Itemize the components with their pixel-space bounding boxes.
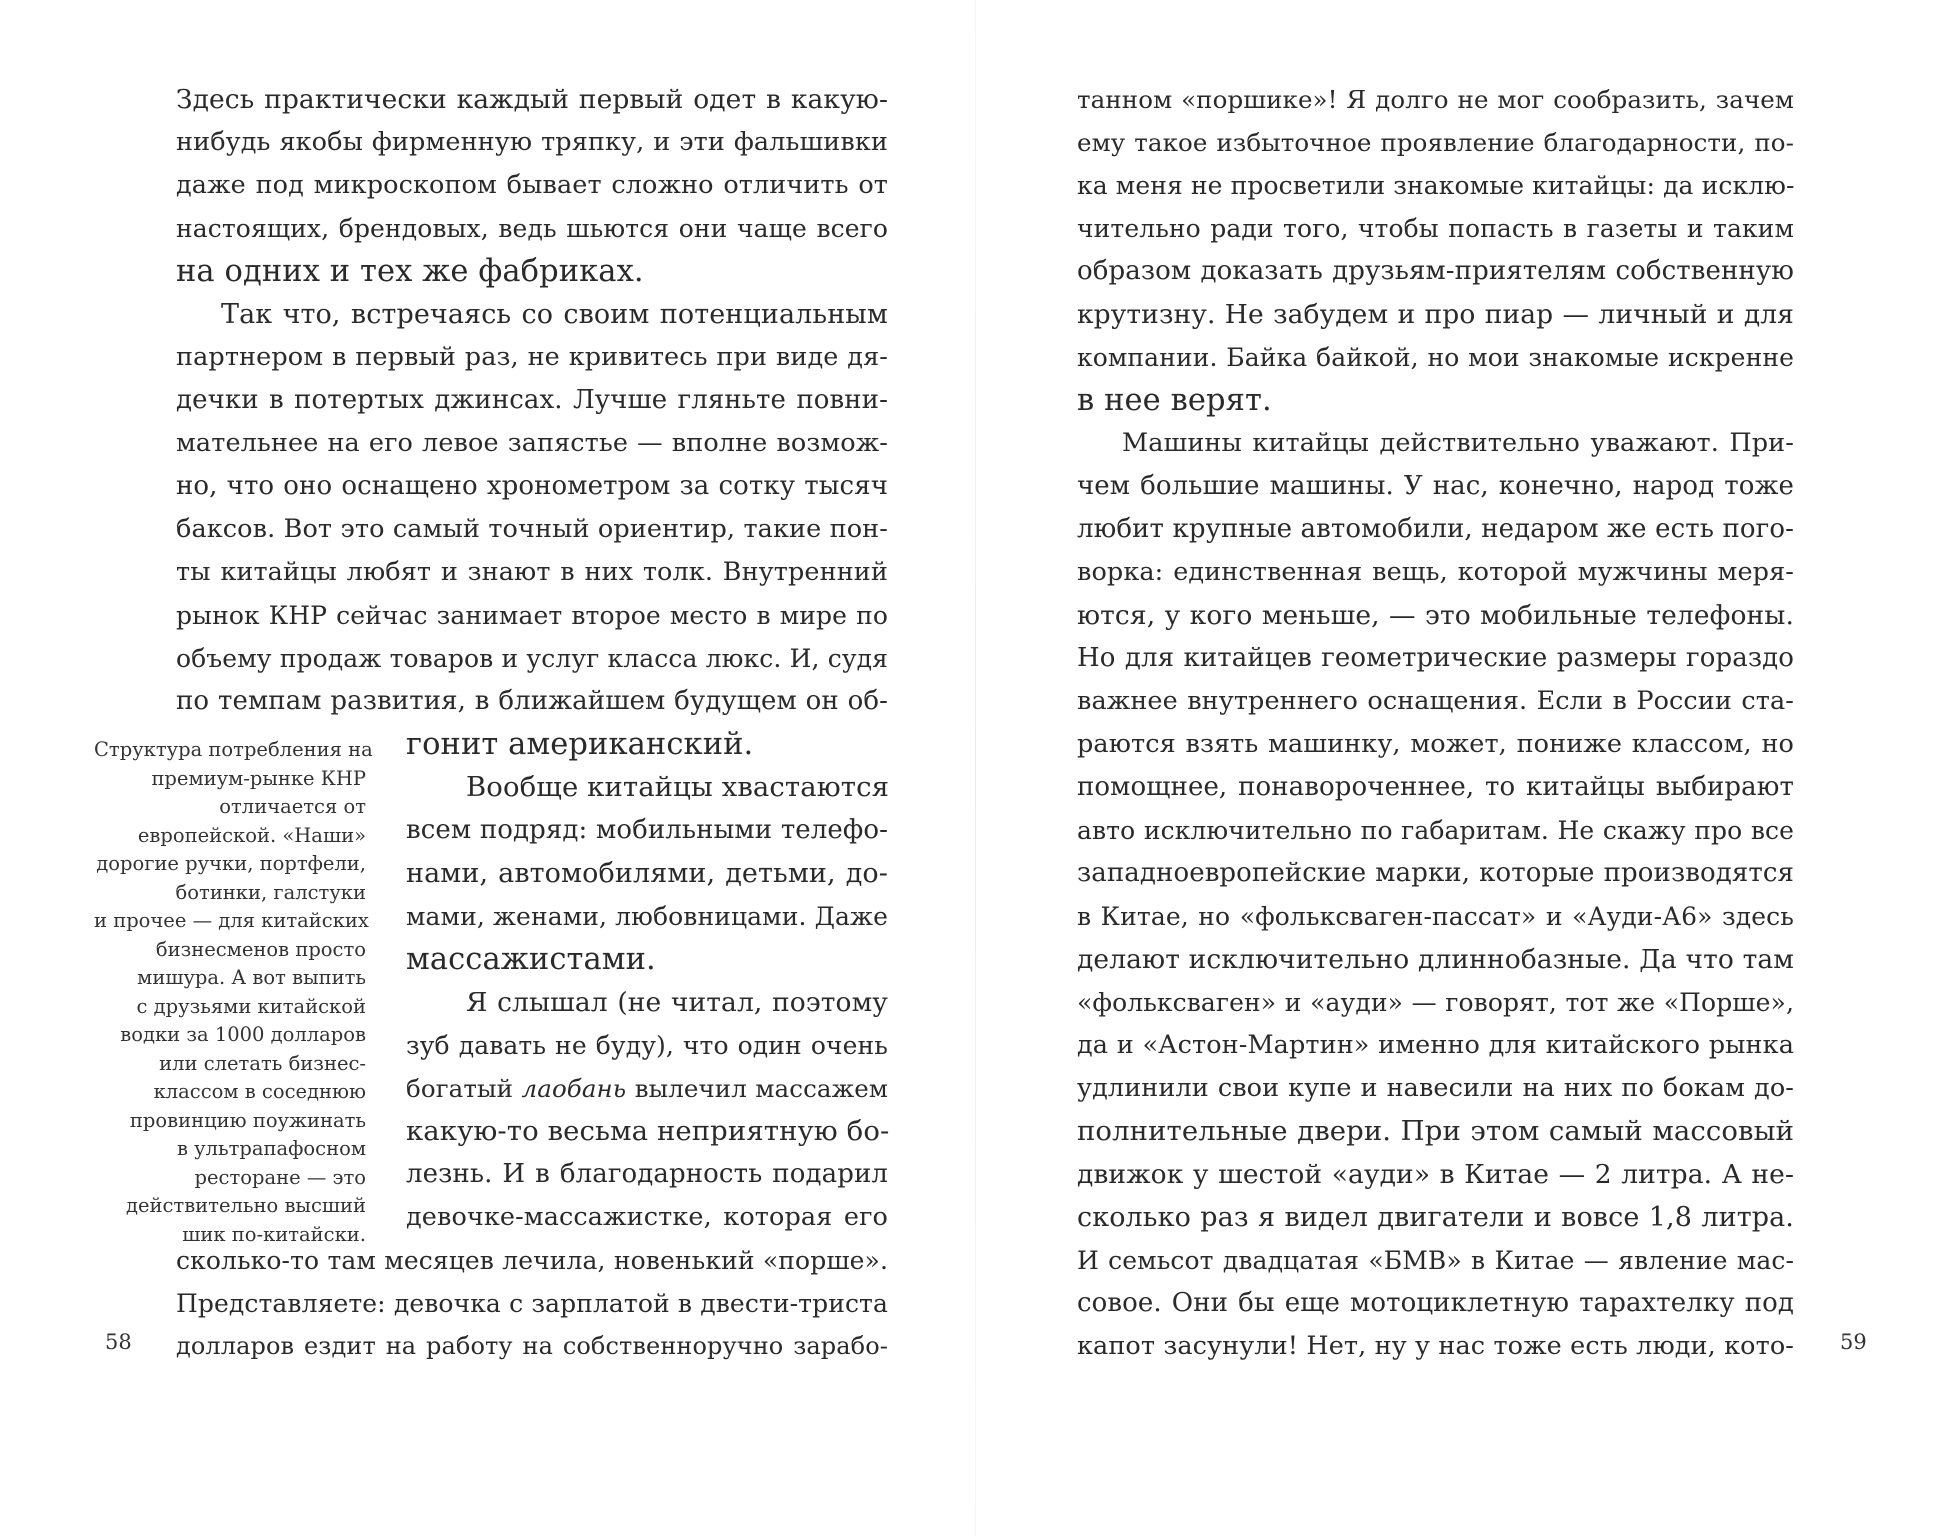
text-line: в Китае, но «фольксваген-пассат» и «Ауди-А6» здесь	[1077, 902, 1794, 931]
text-line: Представляете: девочка с зарплатой в двести-триста	[176, 1289, 888, 1318]
text-line: на одних и тех же фабриках.	[176, 254, 644, 289]
text-line: образом доказать друзьям-приятелям собственную	[1077, 256, 1794, 286]
text-line: сколько раз я видел двигатели и вовсе 1,8 литра.	[1077, 1202, 1794, 1233]
text-line: движок у шестой «ауди» в Китае — 2 литра. А не-	[1077, 1159, 1794, 1190]
text-line: мательнее на его левое запястье — вполне возмож-	[176, 428, 888, 458]
text-line: баксов. Вот это самый точный ориентир, такие пон-	[176, 514, 888, 544]
text-line: настоящих, брендовых, ведь шьются они чаще всего	[176, 214, 888, 243]
note-line: и прочее — для китайских	[94, 909, 369, 932]
note-line: шик по-китайски.	[182, 1222, 366, 1246]
text-line: И семьсот двадцатая «БМВ» в Китае — явление мас-	[1077, 1246, 1794, 1275]
text-run: вылечил массажем	[626, 1074, 888, 1103]
note-line: ботинки, галстуки	[175, 880, 366, 904]
text-line: компании. Байка байкой, но мои знакомые искренне	[1077, 343, 1794, 372]
text-line: партнером в первый раз, не кривитесь при виде дя-	[176, 342, 888, 372]
text-line: Так что, встречаясь со своим потенциальным	[221, 299, 888, 330]
note-line: дорогие ручки, портфели,	[96, 852, 366, 875]
page-number: 59	[1840, 1330, 1867, 1354]
text-line: чительно ради того, чтобы попасть в газеты и таким	[1077, 214, 1794, 243]
text-line: Здесь практически каждый первый одет в какую-	[176, 84, 888, 115]
note-line: Структура потребления на	[94, 738, 373, 761]
text-line: лезнь. И в благодарность подарил	[406, 1159, 888, 1189]
text-line: ка меня не просветили знакомые китайцы: да исклю-	[1077, 171, 1795, 200]
text-line: авто исключительно по габаритам. Не скажу про все	[1077, 816, 1794, 845]
text-line: в нее верят.	[1077, 383, 1272, 418]
text-line: делают исключительно длиннобазные. Да что там	[1077, 944, 1794, 975]
text-line: да и «Астон-Мартин» именно для китайского рынка	[1077, 1030, 1794, 1060]
text-line: объему продаж товаров и услуг класса люкс. И, судя	[176, 644, 888, 673]
note-line: провинцию поужинать	[129, 1108, 366, 1132]
text-line: даже под микроскопом бывает сложно отличить от	[176, 170, 888, 200]
page-number: 58	[105, 1330, 132, 1354]
text-line: капот засунули! Нет, ну у нас тоже есть люди, кото-	[1077, 1331, 1794, 1361]
text-line: ты китайцы любят и знают в них толк. Внутренний	[176, 557, 888, 587]
left-page	[0, 0, 975, 1536]
text-line: чем большие машины. У нас, конечно, народ тоже	[1077, 471, 1794, 501]
text-line: Машины китайцы действительно уважают. При-	[1122, 428, 1794, 458]
text-line: зуб давать не буду), что один очень	[406, 1031, 888, 1060]
note-line: классом в соседнюю	[153, 1080, 366, 1103]
text-line: полнительные двери. При этом самый массовый	[1077, 1115, 1794, 1147]
text-run: богатый	[406, 1074, 522, 1103]
text-line: удлинили свои купе и навесили на них по бокам до-	[1077, 1073, 1794, 1103]
text-line: любит крупные автомобили, недаром же есть пого-	[1077, 514, 1794, 544]
text-line: раются взять машинку, может, пониже классом, но	[1077, 729, 1794, 759]
note-line: ресторане — это	[194, 1165, 366, 1189]
text-line: нибудь якобы фирменную тряпку, и эти фальшивки	[176, 127, 888, 157]
text-line: ему такое избыточное проявление благодарности, по-	[1077, 128, 1794, 157]
text-line: мами, женами, любовницами. Даже	[406, 902, 888, 931]
text-line: всем подряд: мобильными телефо-	[406, 815, 888, 845]
text-line: помощнее, понавороченнее, то китайцы выбирают	[1077, 772, 1794, 802]
note-line: водки за 1000 долларов	[120, 1023, 366, 1046]
text-line: массажистами.	[406, 942, 656, 977]
note-line: мишура. А вот выпить	[137, 966, 366, 989]
note-line: в ультрапафосном	[176, 1137, 366, 1160]
text-line: дечки в потертых джинсах. Лучше гляньте повни-	[176, 385, 888, 415]
text-line: «фольксваген» и «ауди» — говорят, тот же «Порше»,	[1077, 988, 1794, 1017]
text-line: рынок КНР сейчас занимает второе место в мире по	[176, 601, 888, 630]
note-line: или слетать бизнес-	[159, 1051, 366, 1075]
text-line: Но для китайцев геометрические размеры гораздо	[1077, 643, 1794, 673]
italic-term: лаобань	[521, 1074, 627, 1103]
text-line: танном «поршике»! Я долго не мог сообразить, зачем	[1077, 85, 1794, 114]
text-line: девочке-массажистке, которая его	[406, 1202, 888, 1232]
text-line: сколько-то там месяцев лечила, новенький «порше».	[176, 1246, 888, 1275]
text-line: нами, автомобилями, детьми, до-	[406, 858, 888, 889]
text-line: долларов ездит на работу на собственноручно зарабо-	[176, 1332, 888, 1360]
text-line: ворка: единственная вещь, которой мужчины меря-	[1077, 557, 1794, 587]
text-line: крутизну. Не забудем и про пиар — личный и для	[1077, 299, 1794, 330]
note-line: европейской. «Наши»	[137, 823, 366, 847]
text-line: какую-то весьма неприятную бо-	[406, 1115, 890, 1147]
margin-note	[94, 736, 373, 1249]
text-line: по темпам развития, в ближайшем будущем он об-	[176, 686, 888, 716]
text-line: гонит американский.	[406, 727, 754, 762]
text-line: Вообще китайцы хвастаются	[466, 771, 890, 803]
text-line: Я слышал (не читал, поэтому	[466, 987, 888, 1018]
text-line: ются, у кого меньше, — это мобильные телефоны.	[1077, 600, 1794, 631]
note-line: с друзьями китайской	[136, 994, 366, 1018]
right-page-text	[1077, 78, 1794, 1368]
text-line: важнее внутреннего оснащения. Если в России ста-	[1077, 686, 1794, 716]
text-line: западноевропейские марки, которые производятся	[1077, 858, 1794, 888]
text-line: но, что оно оснащено хронометром за сотку тысяч	[176, 471, 888, 501]
note-line: действительно высший	[125, 1194, 366, 1217]
note-line: отличается от	[219, 795, 366, 818]
text-line-with-italic	[406, 1067, 888, 1110]
note-line: бизнесменов просто	[155, 937, 366, 961]
note-line: премиум-рынке КНР	[151, 766, 366, 790]
text-line: совое. Они бы еще мотоциклетную тарахтелку под	[1077, 1288, 1794, 1318]
